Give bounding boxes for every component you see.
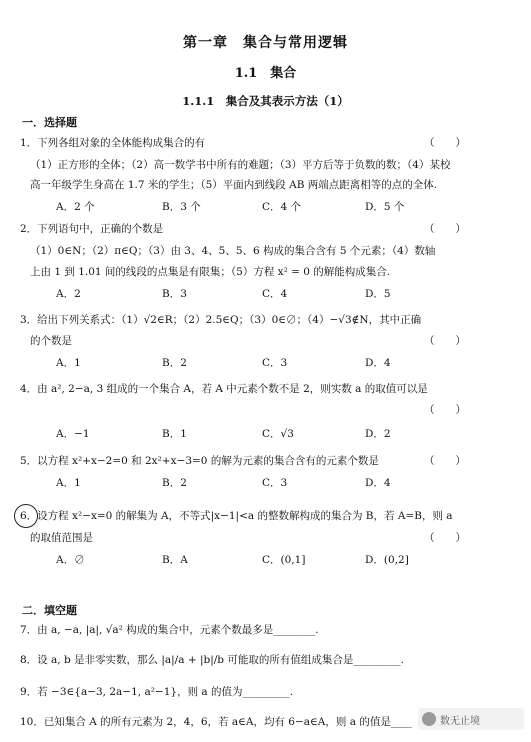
section-title: 1.1 集合 [234,66,297,81]
q8-text: 8．设 a, b 是非零实数，那么 |a|/a + |b|/b 可能取的所有值组成集合是_________. [20,654,404,666]
q4-line1: 4．由 a², 2−a, 3 组成的一个集合 A，若 A 中元素个数不是 2，则实数 a 的取值可以是 [20,383,428,395]
q9-text: 9．若 −3∈{a−3, 2a−1, a²−1}，则 a 的值为_________. [20,686,294,698]
q3-option-c: C．3 [262,357,288,369]
q4-option-c: C．√3 [262,428,294,440]
q1-line1: （1）正方形的全体；（2）高一数学书中所有的难题；（3）平方后等于负数的数；（4）某校 [30,159,451,171]
q1-option-b: B．3 个 [162,201,201,213]
q2-option-a: A．2 [56,288,81,300]
watermark-badge [418,708,524,730]
q10-text: 10．已知集合 A 的所有元素为 2，4，6，若 a∈A，均有 6−a∈A，则 a 的值是____ [20,716,412,728]
q3-option-b: B．2 [162,357,187,369]
q3-option-a: A．1 [56,357,81,369]
q1-stem: 1．下列各组对象的全体能构成集合的有 [20,137,206,149]
q1-option-d: D．5 个 [365,201,405,213]
q6-answer-paren: （ ） [424,532,466,544]
q1-option-a: A．2 个 [56,201,95,213]
q5-option-d: D．4 [365,477,391,489]
q4-option-a: A．−1 [56,428,90,440]
part1-title: 一．选择题 [22,116,77,129]
q5-option-b: B．2 [162,477,187,489]
q3-answer-paren: （ ） [424,335,466,347]
q6-option-b: B．A [162,554,188,566]
q6-option-d: D．(0,2] [365,554,409,566]
q2-option-b: B．3 [162,288,187,300]
wechat-logo-icon [422,712,436,726]
q1-option-c: C．4 个 [262,201,302,213]
subsection-title: 1.1.1 集合及其表示方法（1） [182,94,349,108]
q2-option-d: D．5 [365,288,391,300]
part2-title: 二．填空题 [22,604,77,617]
q6-line1: 6．设方程 x²−x=0 的解集为 A，不等式|x−1|<a 的整数解构成的集合为 B，若 A=B，则 a [20,510,453,522]
q6-line2: 的取值范围是 [30,532,93,544]
q3-option-d: D．4 [365,357,391,369]
q6-option-c: C．(0,1] [262,554,306,566]
q3-line2: 的个数是 [30,335,72,347]
q4-option-b: B．1 [162,428,187,440]
q2-stem: 2．下列语句中，正确的个数是 [20,223,164,235]
watermark-text: 数无止境 [440,716,480,727]
q2-line2: 上由 1 到 1.01 间的线段的点集是有限集；（5）方程 x² = 0 的解能构成集合. [30,266,391,278]
q4-answer-paren: （ ） [424,404,466,416]
q2-line1: （1）0∈N；（2）π∈Q；（3）由 3、4、5、5、6 构成的集合含有 5 个元素；（4）数轴 [30,245,436,257]
q5-line1: 5．以方程 x²+x−2=0 和 2x²+x−3=0 的解为元素的集合含有的元素个数是 [20,455,379,467]
q3-line1: 3．给出下列关系式：（1）√2∈R；（2）2.5∈Q；（3）0∈∅；（4）−√3∉N，其中正确 [20,314,422,326]
q7-text: 7．由 a, −a, |a|, √a² 构成的集合中，元素个数最多是________. [20,624,319,636]
q2-option-c: C．4 [262,288,288,300]
q1-answer-paren: （ ） [424,137,466,149]
q1-line2: 高一年级学生身高在 1.7 米的学生；（5）平面内到线段 AB 两端点距离相等的点的全体. [30,179,438,191]
q4-option-d: D．2 [365,428,391,440]
q5-answer-paren: （ ） [424,455,466,467]
q6-option-a: A．∅ [56,554,85,566]
q2-answer-paren: （ ） [424,223,466,235]
q5-option-c: C．3 [262,477,288,489]
chapter-title: 第一章 集合与常用逻辑 [183,35,348,51]
q5-option-a: A．1 [56,477,81,489]
